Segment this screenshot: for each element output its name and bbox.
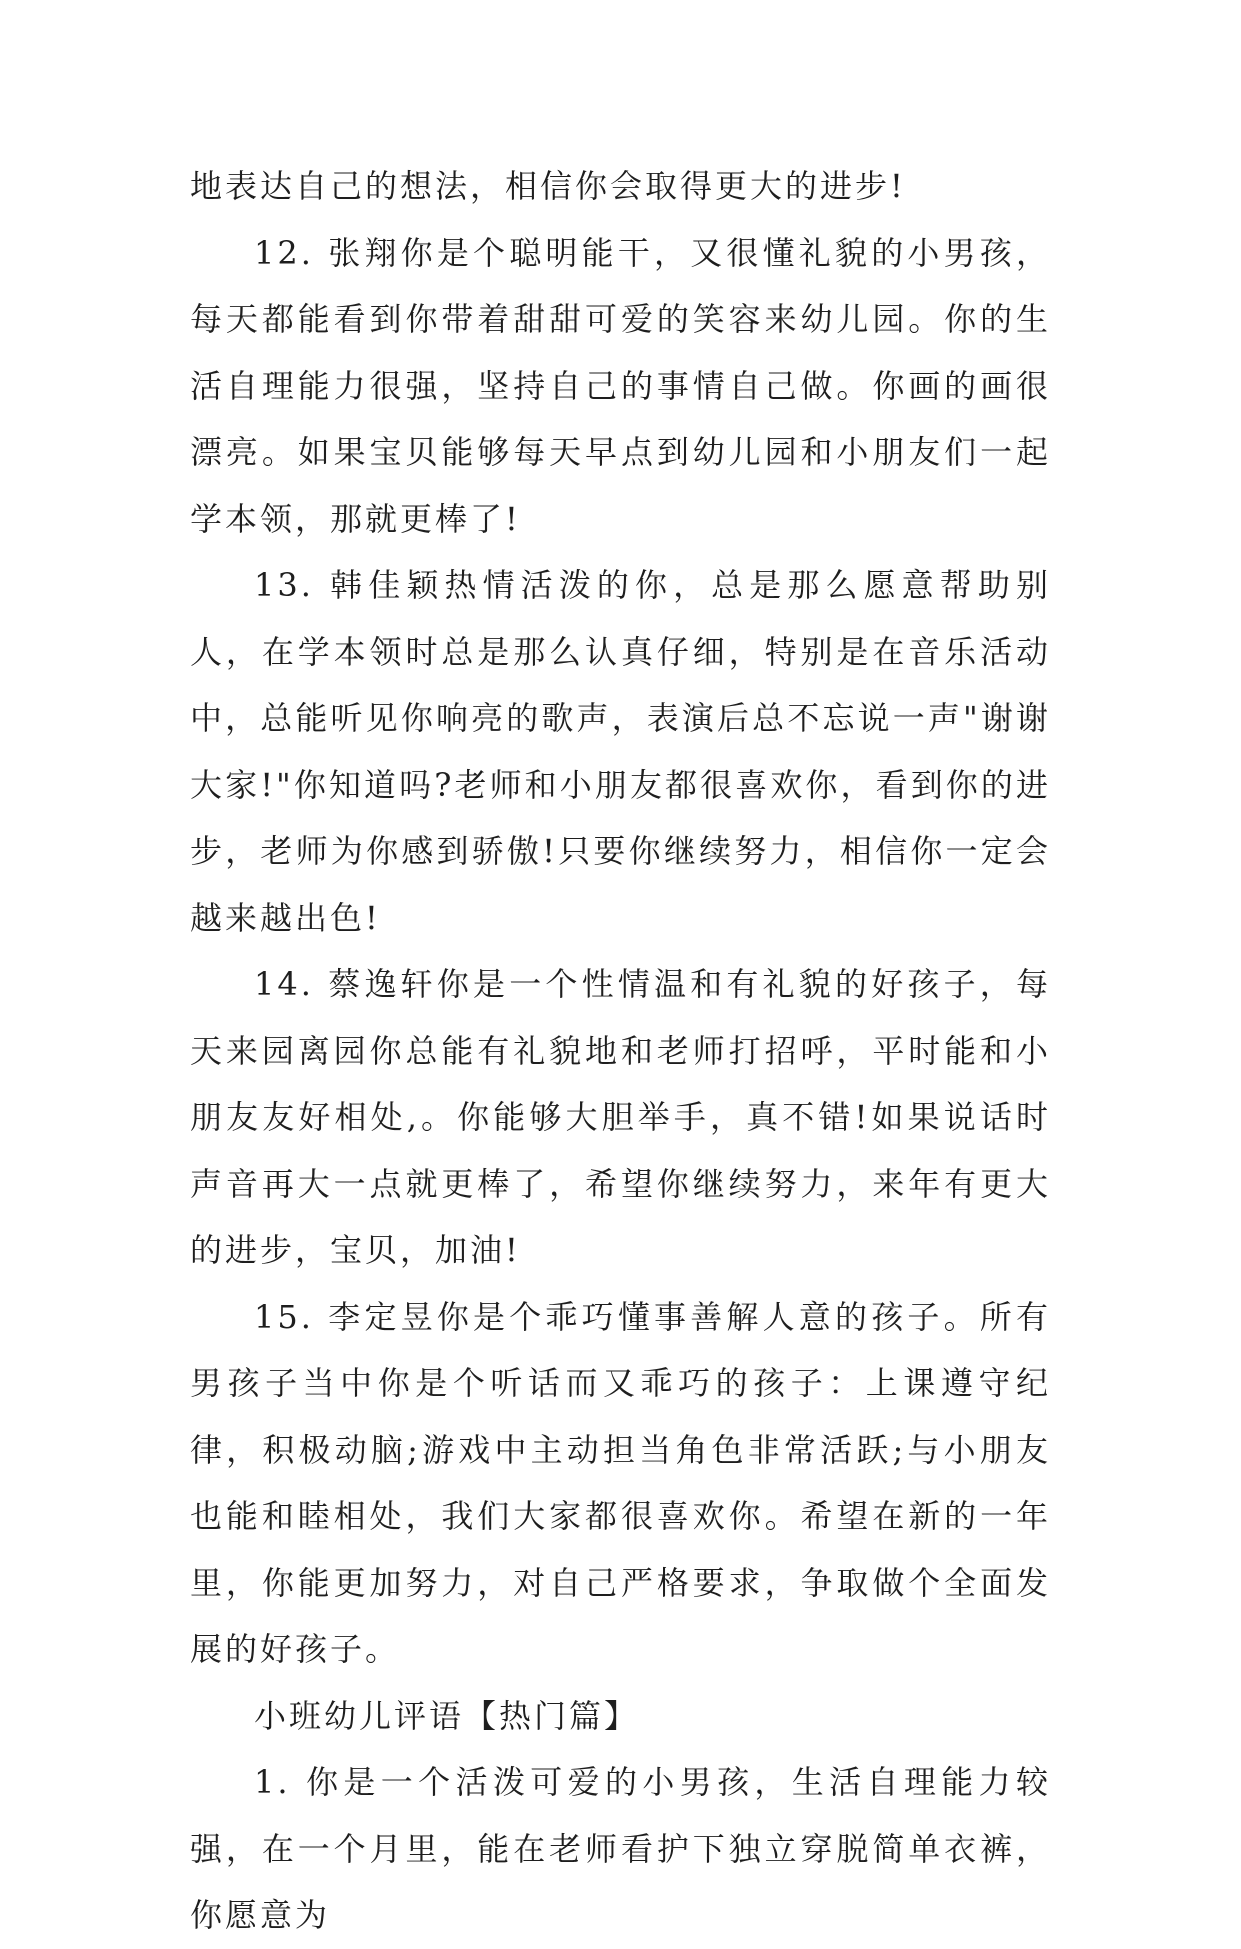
paragraph-item-1: 1. 你是一个活泼可爱的小男孩，生活自理能力较强，在一个月里，能在老师看护下独立穿脱简单衣裤，你愿意为	[190, 1763, 1051, 1934]
document-body	[190, 153, 1051, 1949]
paragraph-item-12: 12. 张翔你是个聪明能干，又很懂礼貌的小男孩，每天都能看到你带着甜甜可爱的笑容来幼儿园。你的生活自理能力很强，坚持自己的事情自己做。你画的画很漂亮。如果宝贝能够每天早点到幼儿园和小朋友们一起学本领，那就更棒了!	[190, 233, 1051, 538]
paragraph-continuation: 地表达自己的想法，相信你会取得更大的进步!	[190, 167, 906, 205]
paragraph-item-13: 13. 韩佳颖热情活泼的你，总是那么愿意帮助别人，在学本领时总是那么认真仔细，特别是在音乐活动中，总能听见你响亮的歌声，表演后总不忘说一声"谢谢大家!"你知道吗?老师和小朋友都很喜欢你，看到你的进步，老师为你感到骄傲!只要你继续努力，相信你一定会越来越出色!	[190, 566, 1051, 937]
section-heading: 小班幼儿评语【热门篇】	[254, 1696, 640, 1735]
paragraph-item-14: 14. 蔡逸轩你是一个性情温和有礼貌的好孩子，每天来园离园你总能有礼貌地和老师打招呼，平时能和小朋友友好相处,。你能够大胆举手，真不错!如果说话时声音再大一点就更棒了，希望你继续努力，来年有更大的进步，宝贝，加油!	[190, 965, 1051, 1269]
paragraph-item-15: 15. 李定昱你是个乖巧懂事善解人意的孩子。所有男孩子当中你是个听话而又乖巧的孩子：上课遵守纪律，积极动脑;游戏中主动担当角色非常活跃;与小朋友也能和睦相处，我们大家都很喜欢你。希望在新的一年里，你能更加努力，对自己严格要求，争取做个全面发展的好孩子。	[190, 1297, 1051, 1668]
